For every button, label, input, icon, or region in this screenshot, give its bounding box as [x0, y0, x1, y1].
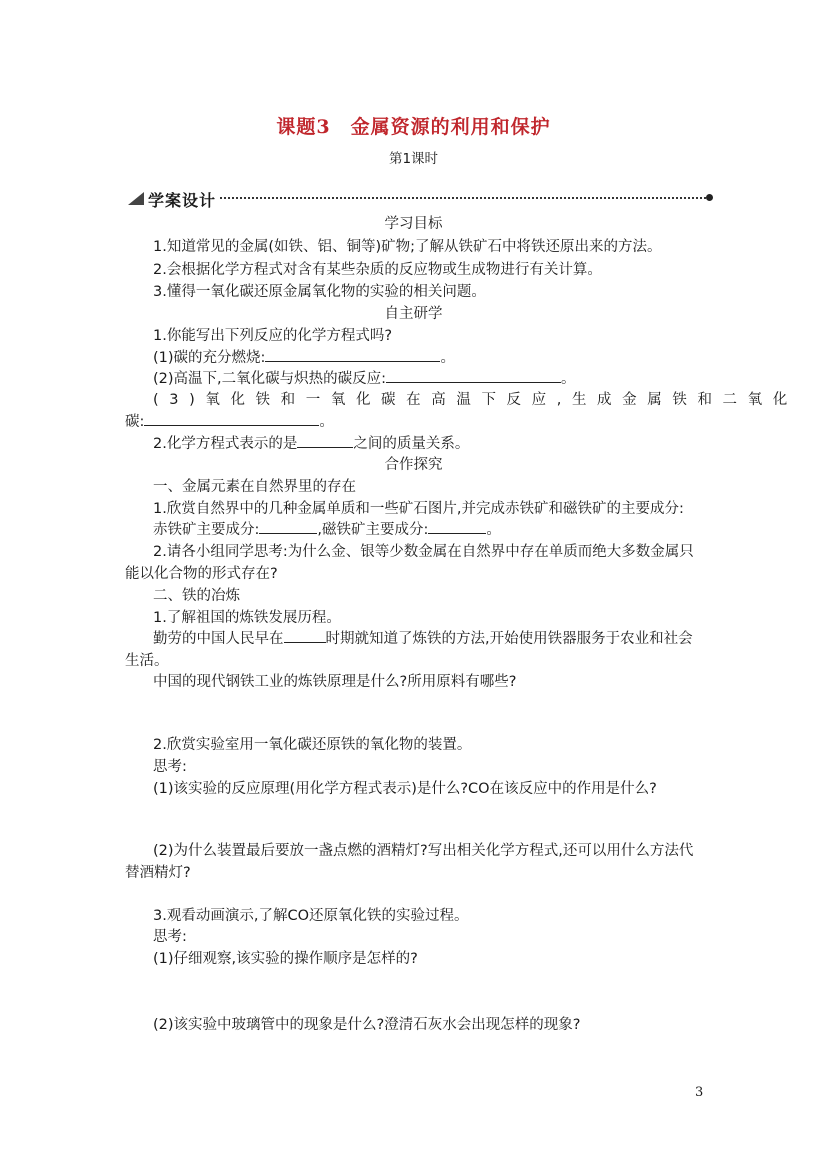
- part2-q2-2-cont: 替酒精灯?: [125, 865, 191, 881]
- part2-q1: 1.了解祖国的炼铁发展历程。: [153, 610, 341, 626]
- part2-think: 思考:: [153, 759, 187, 775]
- answer-blank[interactable]: [265, 347, 440, 362]
- self-study-q1-1: (1)碳的充分燃烧: 。: [153, 346, 455, 367]
- part2-think2: 思考:: [153, 929, 187, 945]
- part2-q2-1: (1)该实验的反应原理(用化学方程式表示)是什么?CO在该反应中的作用是什么?: [153, 781, 657, 797]
- self-study-q1-3: (3)氧化铁和一氧化碳在高温下反应,生成金属铁和二氧化: [153, 392, 798, 408]
- answer-blank[interactable]: [144, 411, 319, 426]
- self-study-q1: 1.你能写出下列反应的化学方程式吗?: [153, 328, 393, 344]
- lesson-title: 课题3 金属资源的利用和保护: [276, 116, 551, 138]
- self-study-q1-3-cont: 碳: 。: [125, 410, 334, 431]
- goal-1: 1.知道常见的金属(如铁、铝、铜等)矿物;了解从铁矿石中将铁还原出来的方法。: [153, 239, 662, 255]
- part2-history: 勤劳的中国人民早在 时期就知道了炼铁的方法,开始使用铁器服务于农业和社会: [153, 627, 693, 648]
- part1-q1: 1.欣赏自然界中的几种金属单质和一些矿石图片,并完成赤铁矿和磁铁矿的主要成分:: [153, 501, 684, 517]
- answer-blank[interactable]: [386, 368, 561, 383]
- banner-dotted-rule: [220, 197, 706, 199]
- part2-history-cont: 生活。: [125, 653, 169, 669]
- heading-goals: 学习目标: [384, 216, 443, 232]
- heading-self-study: 自主研学: [384, 306, 443, 322]
- answer-blank[interactable]: [297, 433, 353, 448]
- part2-q3-2: (2)该实验中玻璃管中的现象是什么?澄清石灰水会出现怎样的现象?: [153, 1017, 581, 1033]
- part1-heading: 一、金属元素在自然界里的存在: [153, 479, 356, 495]
- part2-q2-2: (2)为什么装置最后要放一盏点燃的酒精灯?写出相关化学方程式,还可以用什么方法代: [153, 843, 694, 859]
- banner-end-dot-icon: [706, 194, 713, 201]
- answer-blank[interactable]: [428, 519, 486, 534]
- self-study-q1-2: (2)高温下,二氧化碳与炽热的碳反应: 。: [153, 367, 576, 388]
- part2-q3: 3.观看动画演示,了解CO还原氧化铁的实验过程。: [153, 908, 469, 924]
- self-study-q2: 2.化学方程式表示的是 之间的质量关系。: [153, 432, 469, 453]
- part1-q2: 2.请各小组同学思考:为什么金、银等少数金属在自然界中存在单质而绝大多数金属只: [153, 544, 694, 560]
- banner-label: 学案设计: [148, 191, 217, 210]
- part2-q3-1: (1)仔细观察,该实验的操作顺序是怎样的?: [153, 951, 418, 967]
- answer-blank[interactable]: [284, 628, 326, 643]
- part2-modern: 中国的现代钢铁工业的炼铁原理是什么?所用原料有哪些?: [153, 674, 517, 690]
- goal-3: 3.懂得一氧化碳还原金属氧化物的实验的相关问题。: [153, 284, 486, 300]
- part2-q2: 2.欣赏实验室用一氧化碳还原铁的氧化物的装置。: [153, 737, 472, 753]
- banner-triangle-icon: [128, 192, 144, 205]
- part1-ores: 赤铁矿主要成分: ,磁铁矿主要成分: 。: [153, 518, 501, 539]
- heading-cooperative: 合作探究: [384, 457, 443, 473]
- part1-q2-cont: 能以化合物的形式存在?: [125, 566, 278, 582]
- page-number: 3: [695, 1085, 704, 1100]
- section-banner: [128, 188, 714, 210]
- answer-blank[interactable]: [259, 519, 317, 534]
- goal-2: 2.会根据化学方程式对含有某些杂质的反应物或生成物进行有关计算。: [153, 262, 602, 278]
- part2-heading: 二、铁的冶炼: [153, 588, 240, 604]
- lesson-subtitle: 第1课时: [388, 151, 439, 167]
